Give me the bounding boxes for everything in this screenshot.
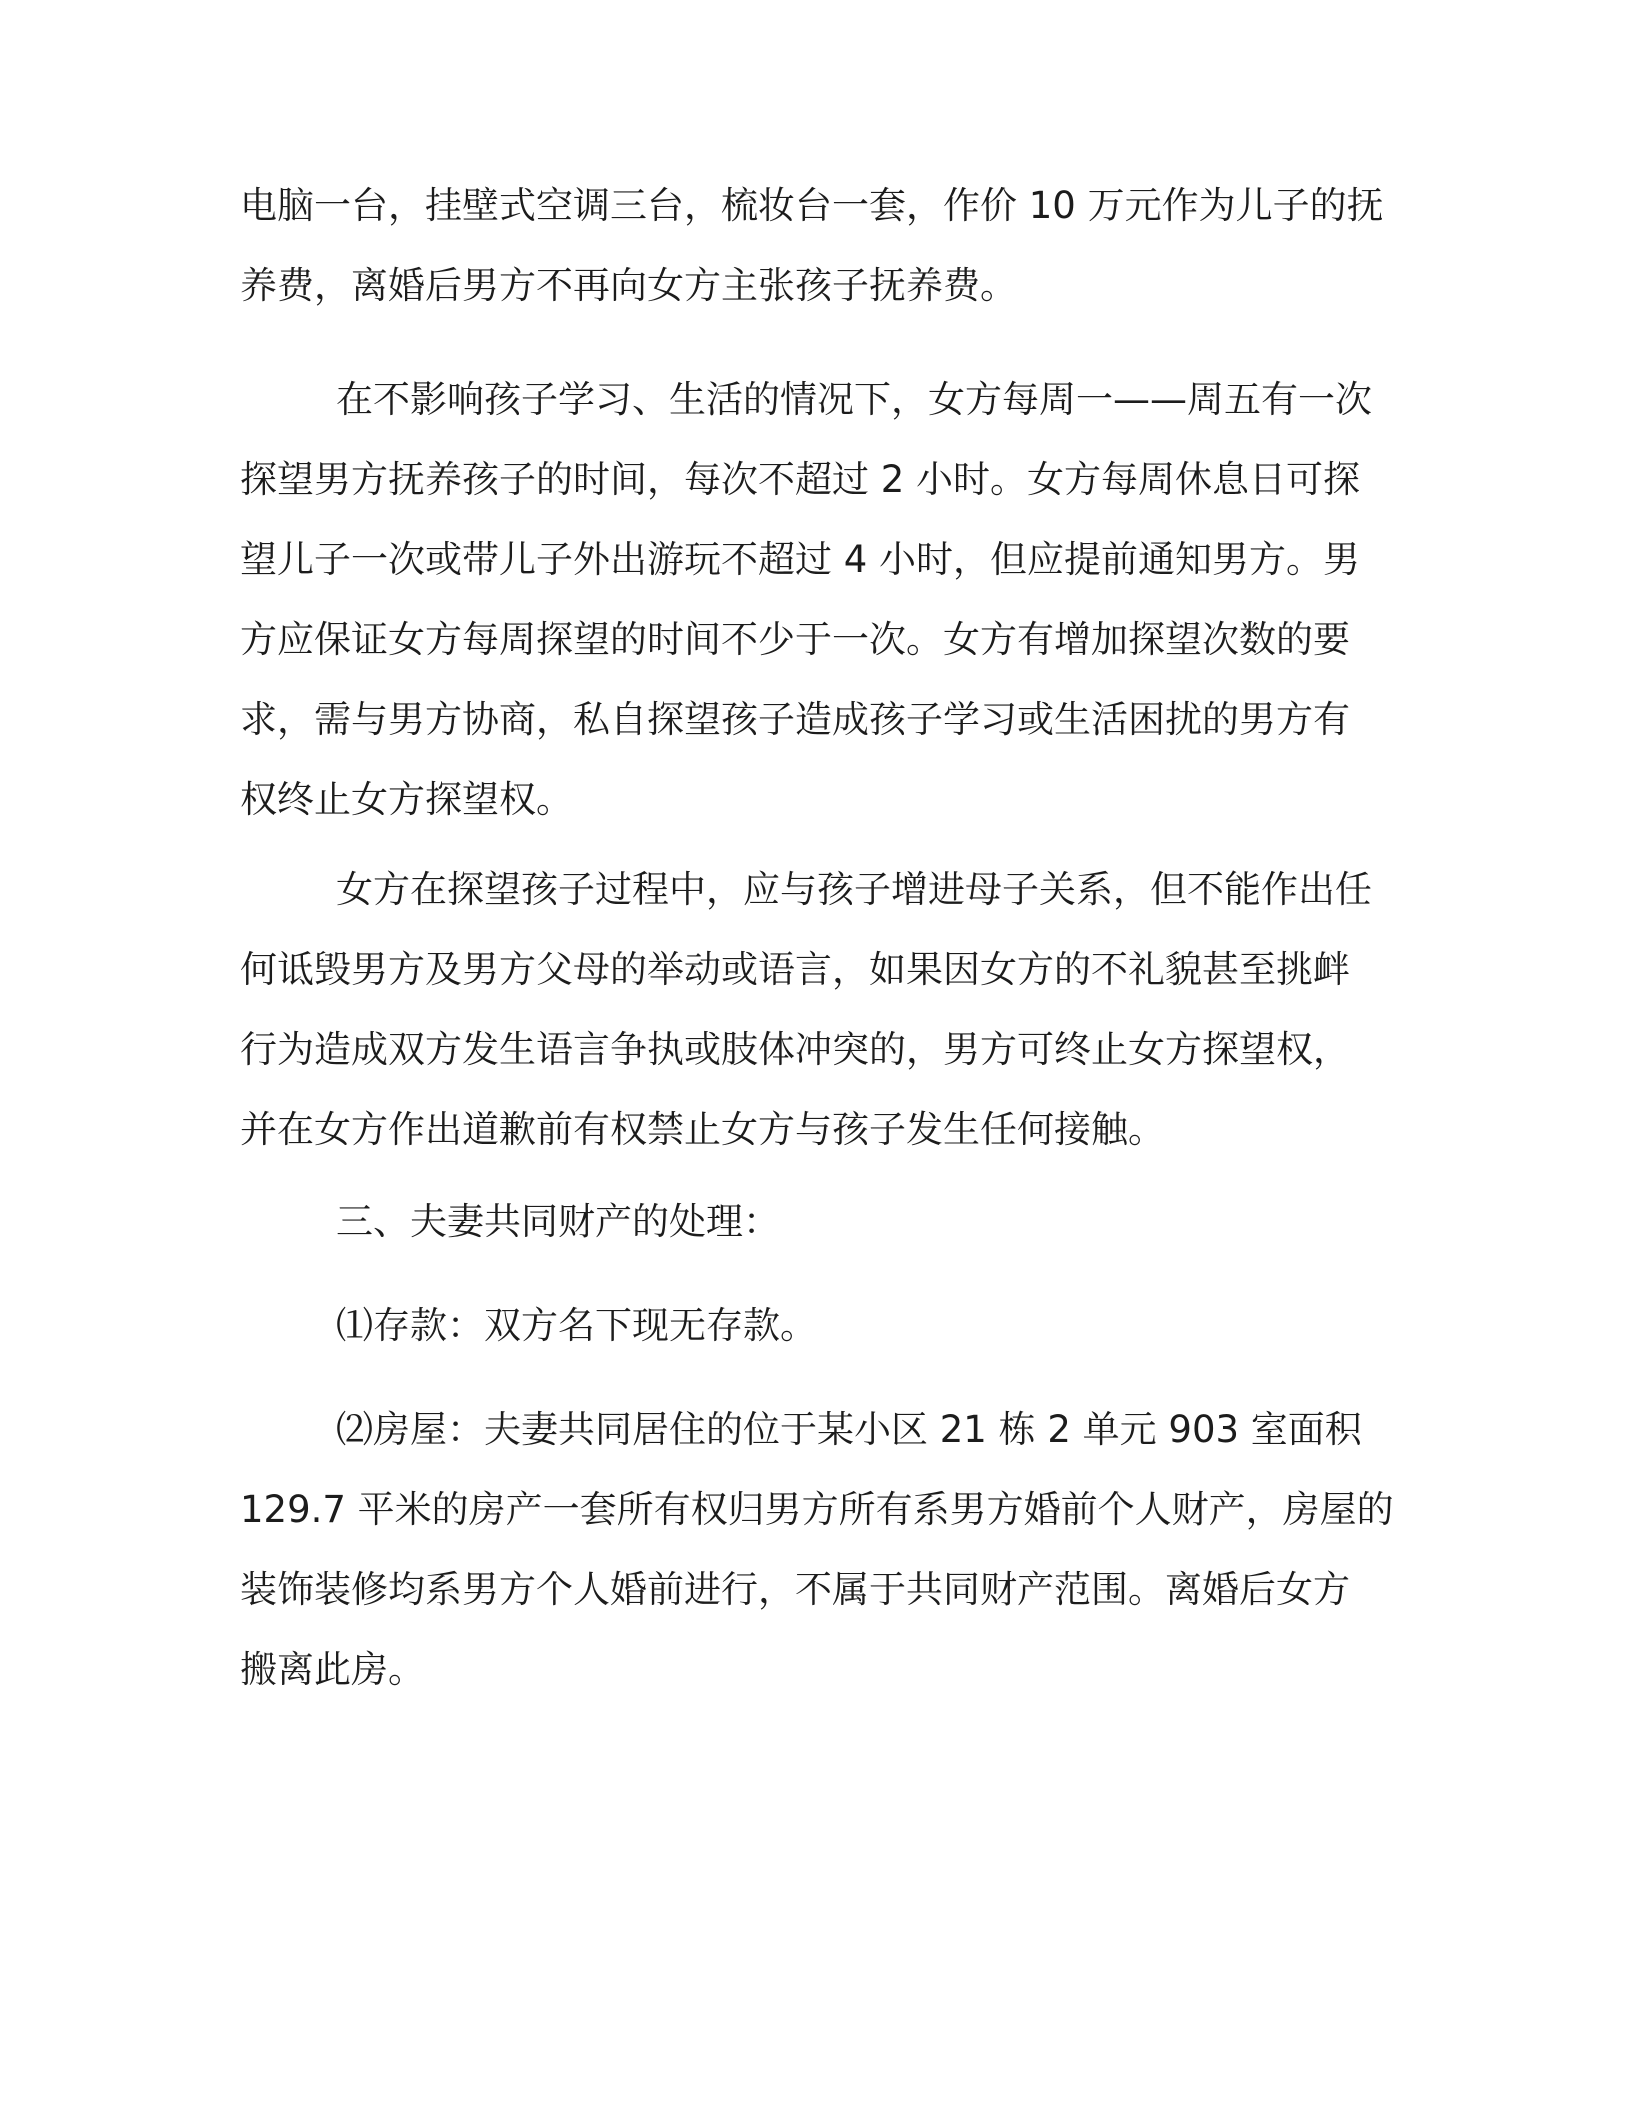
paragraph-line: 方应保证女方每周探望的时间不少于一次。女方有增加探望次数的要 [240, 618, 1350, 661]
paragraph-line: 何诋毁男方及男方父母的举动或语言，如果因女方的不礼貌甚至挑衅 [240, 948, 1350, 991]
paragraph-line: 装饰装修均系男方个人婚前进行，不属于共同财产范围。离婚后女方 [240, 1568, 1350, 1611]
list-item: ⑵房屋：夫妻共同居住的位于某小区 21 栋 2 单元 903 室面积 [336, 1408, 1362, 1451]
paragraph-line: 并在女方作出道歉前有权禁止女方与孩子发生任何接触。 [240, 1108, 1165, 1151]
paragraph-line: 电脑一台，挂壁式空调三台，梳妆台一套，作价 10 万元作为儿子的抚 [240, 184, 1384, 227]
paragraph-line: 养费，离婚后男方不再向女方主张孩子抚养费。 [240, 264, 1017, 307]
paragraph-line: 望儿子一次或带儿子外出游玩不超过 4 小时，但应提前通知男方。男 [240, 538, 1361, 581]
paragraph-line: 求，需与男方协商，私自探望孩子造成孩子学习或生活困扰的男方有 [240, 698, 1350, 741]
paragraph-line: 搬离此房。 [240, 1648, 425, 1691]
paragraph-line: 129.7 平米的房产一套所有权归男方所有系男方婚前个人财产，房屋的 [240, 1488, 1394, 1531]
list-item: ⑴存款：双方名下现无存款。 [336, 1304, 817, 1347]
section-heading: 三、夫妻共同财产的处理： [336, 1200, 780, 1243]
paragraph-line: 在不影响孩子学习、生活的情况下，女方每周一——周五有一次 [336, 378, 1372, 421]
paragraph-line: 行为造成双方发生语言争执或肢体冲突的，男方可终止女方探望权， [240, 1028, 1350, 1071]
paragraph-line: 探望男方抚养孩子的时间，每次不超过 2 小时。女方每周休息日可探 [240, 458, 1361, 501]
paragraph-line: 女方在探望孩子过程中，应与孩子增进母子关系，但不能作出任 [336, 868, 1372, 911]
paragraph-line: 权终止女方探望权。 [240, 778, 573, 821]
